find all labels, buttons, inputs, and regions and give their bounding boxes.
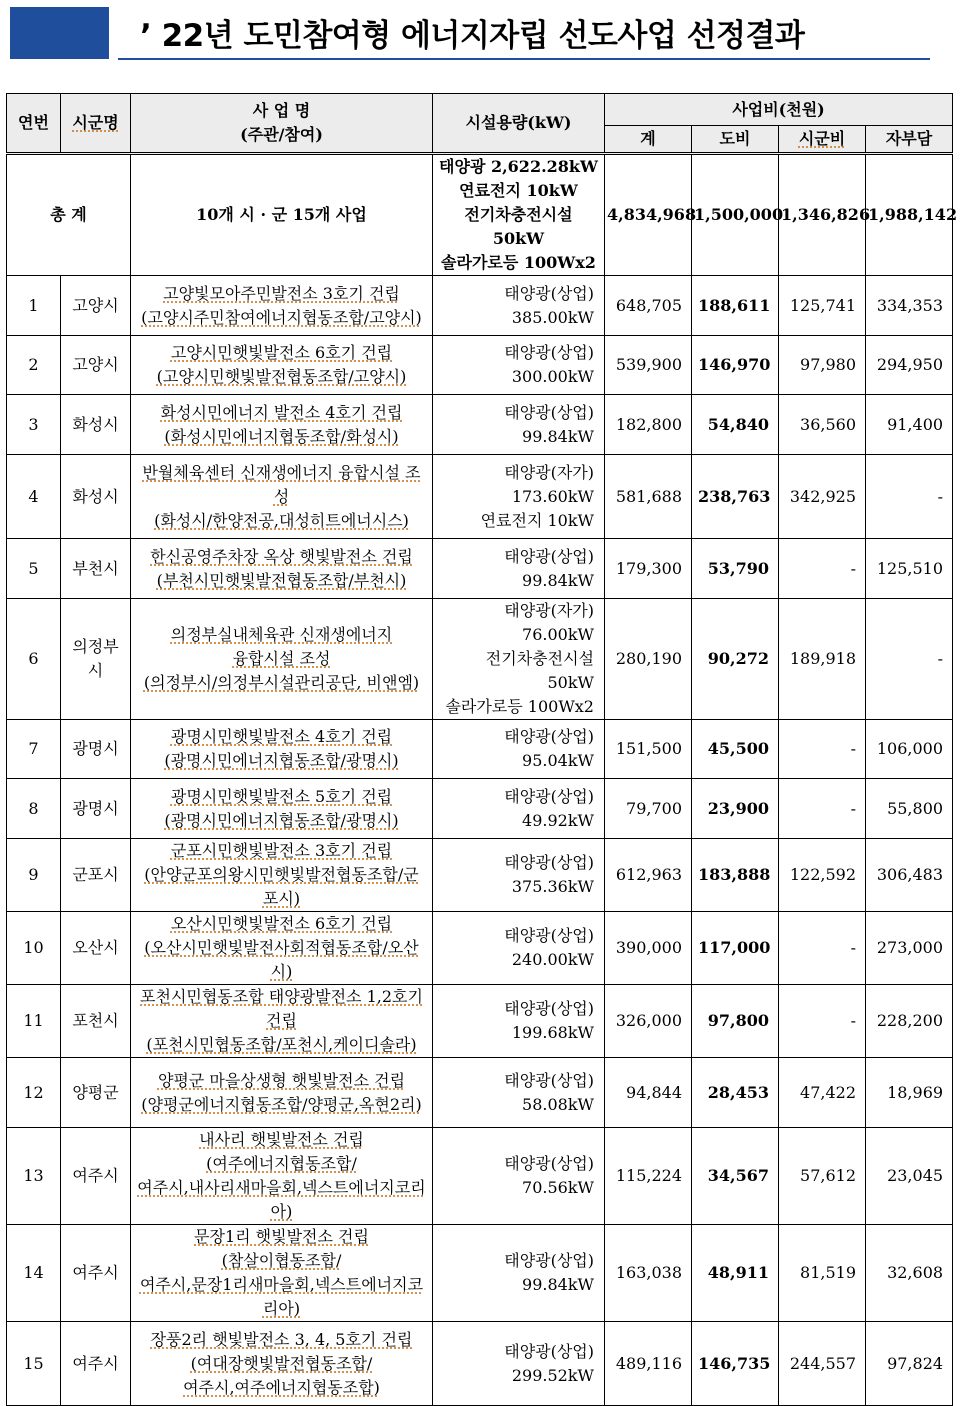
- row-project: [131, 1058, 433, 1128]
- capacity-line: 태양광(상업): [504, 786, 594, 806]
- row-province: 238,763: [692, 455, 779, 539]
- row-city-cost: 57,612: [779, 1128, 866, 1225]
- row-city: 여주시: [61, 1225, 131, 1322]
- table-row: [7, 779, 953, 839]
- capacity-line: 태양광(상업): [504, 1154, 594, 1173]
- header-project: 사 업 명 (주관/참여): [131, 94, 433, 154]
- capacity-line: 58.08kW: [522, 1094, 594, 1114]
- row-number: 6: [7, 599, 61, 720]
- row-project: [131, 539, 433, 599]
- project-line: 광명시민햇빛발전소 5호기 건립: [170, 786, 393, 806]
- row-city-cost: -: [779, 912, 866, 985]
- row-province: 45,500: [692, 720, 779, 779]
- row-number: 14: [7, 1225, 61, 1322]
- row-project: [131, 455, 433, 539]
- row-city: 고양시: [61, 336, 131, 395]
- capacity-line: 태양광(상업): [504, 1070, 594, 1090]
- project-line: (광명시민에너지협동조합/광명시): [164, 810, 399, 830]
- row-capacity: [433, 1128, 605, 1225]
- capacity-line: 태양광(상업): [504, 727, 594, 746]
- row-project: [131, 1128, 433, 1225]
- row-number: 10: [7, 912, 61, 985]
- row-self: 18,969: [866, 1058, 953, 1128]
- row-number: 7: [7, 720, 61, 779]
- row-province: 53,790: [692, 539, 779, 599]
- row-city-cost: 342,925: [779, 455, 866, 539]
- project-line: 오산시민햇빛발전소 6호기 건립: [170, 914, 393, 933]
- row-capacity: [433, 985, 605, 1058]
- row-capacity: [433, 1058, 605, 1128]
- row-capacity: [433, 1322, 605, 1406]
- row-total: 539,900: [605, 336, 692, 395]
- row-city: 광명시: [61, 779, 131, 839]
- row-city: 여주시: [61, 1128, 131, 1225]
- row-city: 군포시: [61, 839, 131, 912]
- row-self: 97,824: [866, 1322, 953, 1406]
- header-self: 자부담: [866, 126, 953, 154]
- row-city-cost: 125,741: [779, 276, 866, 336]
- row-city: 부천시: [61, 539, 131, 599]
- row-number: 3: [7, 395, 61, 455]
- row-province: 97,800: [692, 985, 779, 1058]
- project-line: 문장1리 햇빛발전소 건립: [194, 1227, 369, 1246]
- row-city-cost: -: [779, 720, 866, 779]
- project-line: (여대장햇빛발전협동조합/: [190, 1353, 373, 1373]
- table-row: [7, 1128, 953, 1225]
- project-line: (부천시민햇빛발전협동조합/부천시): [156, 570, 407, 590]
- capacity-line: 태양광(상업): [504, 926, 594, 945]
- row-project: [131, 912, 433, 985]
- capacity-line: 95.04kW: [522, 751, 594, 770]
- row-project: [131, 276, 433, 336]
- row-self: 32,608: [866, 1225, 953, 1322]
- row-city: 화성시: [61, 455, 131, 539]
- row-self: 294,950: [866, 336, 953, 395]
- header-city: 시군명: [61, 94, 131, 154]
- project-line: 장풍2리 햇빛발전소 3, 4, 5호기 건립: [150, 1329, 413, 1349]
- title-accent-block: [10, 7, 109, 59]
- row-capacity: [433, 779, 605, 839]
- project-line: (화성시민에너지협동조합/화성시): [164, 426, 399, 446]
- summary-total: 4,834,968: [605, 154, 692, 276]
- table-row: [7, 539, 953, 599]
- project-line: 여주시,내사리새마을회,넥스트에너지코리아): [137, 1178, 426, 1221]
- capacity-line: 375.36kW: [511, 877, 594, 896]
- project-line: (안양군포의왕시민햇빛발전협동조합/군포시): [144, 865, 419, 908]
- row-number: 4: [7, 455, 61, 539]
- row-total: 182,800: [605, 395, 692, 455]
- project-line: (포천시민협동조합/포천시,케이디솔라): [146, 1035, 417, 1054]
- header-total: 계: [605, 126, 692, 154]
- project-line: (양평군에너지협동조합/양평군,옥현2리): [141, 1094, 422, 1114]
- row-project: [131, 839, 433, 912]
- row-city-cost: -: [779, 539, 866, 599]
- capacity-line: 49.92kW: [522, 810, 594, 830]
- row-province: 48,911: [692, 1225, 779, 1322]
- summary-city-cost: 1,346,826: [779, 154, 866, 276]
- row-total: 79,700: [605, 779, 692, 839]
- summary-province: 1,500,000: [692, 154, 779, 276]
- row-total: 390,000: [605, 912, 692, 985]
- project-line: 반월체육센터 신재생에너지 융합시설 조성: [142, 462, 421, 506]
- row-self: 125,510: [866, 539, 953, 599]
- capacity-line: 99.84kW: [522, 1275, 594, 1294]
- row-province: 188,611: [692, 276, 779, 336]
- header-city-cost: 시군비: [779, 126, 866, 154]
- project-line: (광명시민에너지협동조합/광명시): [164, 751, 399, 770]
- row-province: 183,888: [692, 839, 779, 912]
- row-project: [131, 720, 433, 779]
- row-city-cost: 122,592: [779, 839, 866, 912]
- row-total: 489,116: [605, 1322, 692, 1406]
- row-city: 오산시: [61, 912, 131, 985]
- capacity-line: 299.52kW: [511, 1365, 594, 1385]
- row-province: 146,735: [692, 1322, 779, 1406]
- row-province: 23,900: [692, 779, 779, 839]
- project-line: 군포시민햇빛발전소 3호기 건립: [170, 841, 393, 860]
- capacity-line: 99.84kW: [522, 570, 594, 590]
- row-total: 612,963: [605, 839, 692, 912]
- row-self: -: [866, 599, 953, 720]
- summary-project: 10개 시 · 군 15개 사업: [131, 154, 433, 276]
- table-row: [7, 336, 953, 395]
- row-total: 151,500: [605, 720, 692, 779]
- project-line: 화성시민에너지 발전소 4호기 건립: [160, 402, 403, 422]
- row-number: 13: [7, 1128, 61, 1225]
- row-capacity: [433, 839, 605, 912]
- row-capacity: [433, 539, 605, 599]
- capacity-line: 99.84kW: [522, 426, 594, 446]
- row-number: 5: [7, 539, 61, 599]
- capacity-line: 태양광(상업): [504, 1341, 594, 1361]
- project-line: (고양시주민참여에너지협동조합/고양시): [141, 307, 422, 327]
- row-province: 117,000: [692, 912, 779, 985]
- capacity-line: 199.68kW: [511, 1023, 594, 1042]
- header-province: 도비: [692, 126, 779, 154]
- project-line: 여주시,문장1리새마을회,넥스트에너지코리아): [139, 1275, 424, 1318]
- row-city-cost: 97,980: [779, 336, 866, 395]
- capacity-line: 솔라가로등 100Wx2: [445, 697, 594, 716]
- row-self: 106,000: [866, 720, 953, 779]
- row-capacity: [433, 1225, 605, 1322]
- row-capacity: [433, 276, 605, 336]
- project-line: (의정부시/의정부시설관리공단, 비앤엠): [143, 673, 420, 692]
- project-line: 양평군 마을상생형 햇빛발전소 건립: [157, 1070, 406, 1090]
- project-line: 여주시,여주에너지협동조합): [183, 1377, 380, 1397]
- row-city: 의정부시: [61, 599, 131, 720]
- row-total: 179,300: [605, 539, 692, 599]
- capacity-line: 173.60kW: [511, 486, 594, 506]
- row-number: 15: [7, 1322, 61, 1406]
- row-number: 9: [7, 839, 61, 912]
- row-province: 54,840: [692, 395, 779, 455]
- row-project: [131, 1322, 433, 1406]
- table-row: [7, 599, 953, 720]
- row-city-cost: -: [779, 779, 866, 839]
- table-row: [7, 912, 953, 985]
- row-city-cost: -: [779, 985, 866, 1058]
- project-line: 한신공영주차장 옥상 햇빛발전소 건립: [150, 546, 413, 566]
- summary-label: 총 계: [7, 154, 131, 276]
- table-row: [7, 1058, 953, 1128]
- row-capacity: [433, 395, 605, 455]
- row-city-cost: 189,918: [779, 599, 866, 720]
- row-project: [131, 395, 433, 455]
- project-line: 광명시민햇빛발전소 4호기 건립: [170, 727, 393, 746]
- row-province: 28,453: [692, 1058, 779, 1128]
- row-self: 273,000: [866, 912, 953, 985]
- capacity-line: 태양광(상업): [504, 343, 594, 362]
- page-title: ’ 22년 도민참여형 에너지자립 선도사업 선정결과: [140, 18, 805, 54]
- row-total: 581,688: [605, 455, 692, 539]
- row-city: 여주시: [61, 1322, 131, 1406]
- header-capacity: 시설용량(kW): [433, 94, 605, 154]
- project-line: (고양시민햇빛발전협동조합/고양시): [156, 367, 407, 386]
- row-city: 화성시: [61, 395, 131, 455]
- row-project: [131, 1225, 433, 1322]
- capacity-line: 태양광(상업): [504, 999, 594, 1018]
- row-project: [131, 779, 433, 839]
- capacity-line: 태양광(상업): [504, 853, 594, 872]
- row-province: 34,567: [692, 1128, 779, 1225]
- summary-row: [7, 154, 953, 276]
- row-city-cost: 47,422: [779, 1058, 866, 1128]
- capacity-line: 태양광(상업): [504, 402, 594, 422]
- row-city: 광명시: [61, 720, 131, 779]
- project-line: (화성시/한양전공,대성히트에너시스): [154, 510, 409, 530]
- project-line: 포천시민협동조합 태양광발전소 1,2호기 건립: [140, 987, 423, 1030]
- table-row: [7, 1225, 953, 1322]
- project-line: (여주에너지협동조합/: [206, 1154, 357, 1173]
- row-project: [131, 985, 433, 1058]
- selection-results-table: [6, 93, 958, 1406]
- summary-capacity: 태양광 2,622.28kW 연료전지 10kW 전기차충전시설 50kW 솔라가로등 100Wx2: [433, 154, 605, 276]
- project-line: 고양시민햇빛발전소 6호기 건립: [170, 343, 393, 362]
- project-line: 내사리 햇빛발전소 건립: [199, 1130, 364, 1149]
- row-city: 고양시: [61, 276, 131, 336]
- row-self: 228,200: [866, 985, 953, 1058]
- row-project: [131, 599, 433, 720]
- row-capacity: [433, 455, 605, 539]
- row-city-cost: 81,519: [779, 1225, 866, 1322]
- capacity-line: 385.00kW: [511, 307, 594, 327]
- capacity-line: 태양광(상업): [504, 283, 594, 303]
- row-self: -: [866, 455, 953, 539]
- table-row: [7, 839, 953, 912]
- row-self: 55,800: [866, 779, 953, 839]
- row-number: 8: [7, 779, 61, 839]
- table-row: [7, 455, 953, 539]
- row-capacity: [433, 912, 605, 985]
- table-row: [7, 395, 953, 455]
- row-capacity: [433, 336, 605, 395]
- row-total: 94,844: [605, 1058, 692, 1128]
- row-self: 334,353: [866, 276, 953, 336]
- row-city-cost: 36,560: [779, 395, 866, 455]
- row-city-cost: 244,557: [779, 1322, 866, 1406]
- capacity-line: 태양광(상업): [504, 546, 594, 566]
- capacity-line: 전기차충전시설 50kW: [485, 649, 594, 692]
- row-number: 1: [7, 276, 61, 336]
- row-total: 163,038: [605, 1225, 692, 1322]
- row-self: 91,400: [866, 395, 953, 455]
- capacity-line: 76.00kW: [522, 625, 594, 644]
- capacity-line: 300.00kW: [511, 367, 594, 386]
- project-line: 의정부실내체육관 신재생에너지: [170, 625, 393, 644]
- row-total: 326,000: [605, 985, 692, 1058]
- row-city: 양평군: [61, 1058, 131, 1128]
- table-row: [7, 1322, 953, 1406]
- row-capacity: [433, 599, 605, 720]
- row-total: 115,224: [605, 1128, 692, 1225]
- row-self: 23,045: [866, 1128, 953, 1225]
- capacity-line: 240.00kW: [511, 950, 594, 969]
- capacity-line: 태양광(자가): [504, 462, 594, 482]
- table-row: [7, 985, 953, 1058]
- row-capacity: [433, 720, 605, 779]
- capacity-line: 70.56kW: [522, 1178, 594, 1197]
- table-row: [7, 720, 953, 779]
- title-underline: [118, 58, 930, 60]
- row-province: 146,970: [692, 336, 779, 395]
- row-city: 포천시: [61, 985, 131, 1058]
- row-number: 11: [7, 985, 61, 1058]
- project-line: (참살이협동조합/: [221, 1251, 342, 1270]
- header-no: 연번: [7, 94, 61, 154]
- row-project: [131, 336, 433, 395]
- header-cost: 사업비(천원): [605, 94, 953, 126]
- capacity-line: 태양광(자가): [504, 601, 594, 620]
- summary-self: 1,988,142: [866, 154, 953, 276]
- row-number: 2: [7, 336, 61, 395]
- project-line: 융합시설 조성: [232, 649, 331, 668]
- row-number: 12: [7, 1058, 61, 1128]
- capacity-line: 연료전지 10kW: [480, 510, 594, 530]
- capacity-line: 태양광(상업): [504, 1251, 594, 1270]
- project-line: (오산시민햇빛발전사회적협동조합/오산시): [144, 938, 419, 981]
- row-total: 648,705: [605, 276, 692, 336]
- row-total: 280,190: [605, 599, 692, 720]
- table-row: [7, 276, 953, 336]
- project-line: 고양빛모아주민발전소 3호기 건립: [163, 283, 400, 303]
- row-province: 90,272: [692, 599, 779, 720]
- row-self: 306,483: [866, 839, 953, 912]
